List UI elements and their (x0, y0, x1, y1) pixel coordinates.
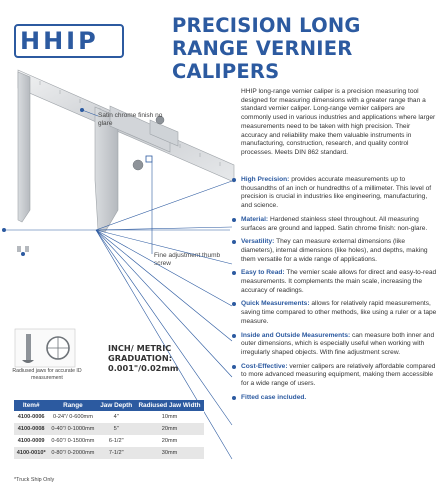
cell-jaw-depth: 4" (97, 411, 135, 423)
header-jaw-depth: Jaw Depth (97, 400, 135, 411)
feature-text: allows for relatively rapid measurements, saving time compared to other methods, like using a ruler or a tape measure. (241, 300, 437, 325)
fixed-jaw (18, 72, 30, 222)
bullet-icon (232, 218, 236, 222)
header-jaw-width: Radiused Jaw Width (135, 400, 204, 411)
graduation-value: 0.001"/0.02mm (108, 363, 179, 373)
feature-item (232, 216, 437, 233)
table-row (14, 411, 204, 423)
header-item: Item# (14, 400, 48, 411)
cell-range: 0-24"/ 0-600mm (48, 411, 97, 423)
table-header-row (14, 400, 204, 411)
graduation-label: INCH/ METRIC GRADUATION: (108, 343, 172, 363)
feature-item (232, 394, 437, 403)
fine-adjust-callout: Fine adjustment thumb screw (154, 252, 221, 267)
bullet-icon (232, 240, 236, 244)
table-row (14, 423, 204, 435)
inside-jaw-tip-2 (25, 246, 29, 252)
bullet-icon (232, 302, 236, 306)
intro-paragraph: HHIP long-range vernier caliper is a precision measuring tool designed for measuring dimensions with a greater range than a standard vernier caliper. Long-range vernier calipers are commonly used in various industries and applications where larger measurements need to be taken with high precision. Their accuracy and reliability make them valuable instruments in manufacturing, construction, research, and quality control processes. Meets DIN 862 standard. (241, 88, 436, 156)
caliper-illustration (0, 60, 235, 270)
hhip-logo (14, 24, 124, 58)
cell-item: 4100-0009 (14, 435, 48, 447)
feature-text: Hardened stainless steel throughout. All measuring surfaces are ground and lapped. Satin chrome finish: non-glare. (241, 215, 428, 232)
cell-item: 4100-0008 (14, 423, 48, 435)
table-row (14, 447, 204, 459)
feature-head: Quick Measurements: (241, 300, 310, 308)
cell-jaw-width: 10mm (135, 411, 204, 423)
cell-jaw-depth: 6-1/2" (97, 435, 135, 447)
feature-text: provides accurate measurements up to thousandths of an inch or hundredths of a millimeter. This level of precision is crucial in industries like engineering, manufacturing, and science. (241, 176, 432, 210)
cell-range: 0-80"/ 0-2000mm (48, 447, 97, 459)
cell-range: 0-40"/ 0-1000mm (48, 423, 97, 435)
spec-table (14, 400, 204, 459)
cell-item: 4100-0010* (14, 447, 48, 459)
bullet-icon (232, 334, 236, 338)
cell-jaw-width: 20mm (135, 423, 204, 435)
feature-head: Cost-Effective: (241, 362, 288, 370)
bullet-icon (232, 365, 236, 369)
feature-head: Easy to Read: (241, 269, 285, 277)
cell-item: 4100-0006 (14, 411, 48, 423)
feature-list (232, 176, 437, 407)
bullet-icon (232, 396, 236, 400)
feature-text: The vernier scale allows for direct and easy-to-read measurements. It complements the main scale, increasing the accuracy of readings. (241, 269, 437, 294)
feature-item (232, 238, 437, 264)
thumb-screw (133, 160, 143, 170)
cell-range: 0-60"/ 0-1500mm (48, 435, 97, 447)
feature-item (232, 300, 437, 326)
truck-ship-note: *Truck Ship Only (14, 477, 55, 483)
table-row (14, 435, 204, 447)
radiused-jaw-illustration (14, 328, 76, 368)
inside-jaw-tip (17, 246, 21, 252)
feature-item (232, 332, 437, 358)
feature-item (232, 269, 437, 295)
logo-text: HHIP (20, 27, 99, 55)
feature-head: Versatility: (241, 238, 275, 246)
header-range: Range (48, 400, 97, 411)
cell-jaw-width: 30mm (135, 447, 204, 459)
feature-item (232, 363, 437, 389)
satin-finish-callout: Satin chrome finish no glare (98, 112, 163, 127)
bullet-icon (232, 271, 236, 275)
feature-head: Fitted case included. (241, 393, 307, 401)
feature-text: can measure both inner and outer dimensions, which is especially useful when working with irregularly shaped objects. With fine adjustment screw. (241, 331, 435, 356)
feature-text: They can measure external dimensions (like diameters), internal dimensions (like holes), and depths, making them versatile for a wide range of applications. (241, 238, 428, 263)
feature-head: High Precision: (241, 176, 290, 183)
cell-jaw-depth: 7-1/2" (97, 447, 135, 459)
bullet-icon (232, 178, 236, 182)
feature-head: Inside and Outside Measurements: (241, 331, 351, 339)
cell-jaw-width: 20mm (135, 435, 204, 447)
jaw-note: Radiused jaws for accurate ID measurement (12, 368, 82, 381)
page-title: PRECISION LONG RANGE VERNIER CALIPERS (172, 14, 361, 83)
feature-item (232, 176, 437, 211)
feature-head: Material: (241, 215, 269, 223)
cell-jaw-depth: 5" (97, 423, 135, 435)
feature-text: vernier calipers are relatively affordable compared to more advanced measuring equipment, making them accessible for a wide range of users. (241, 362, 436, 388)
